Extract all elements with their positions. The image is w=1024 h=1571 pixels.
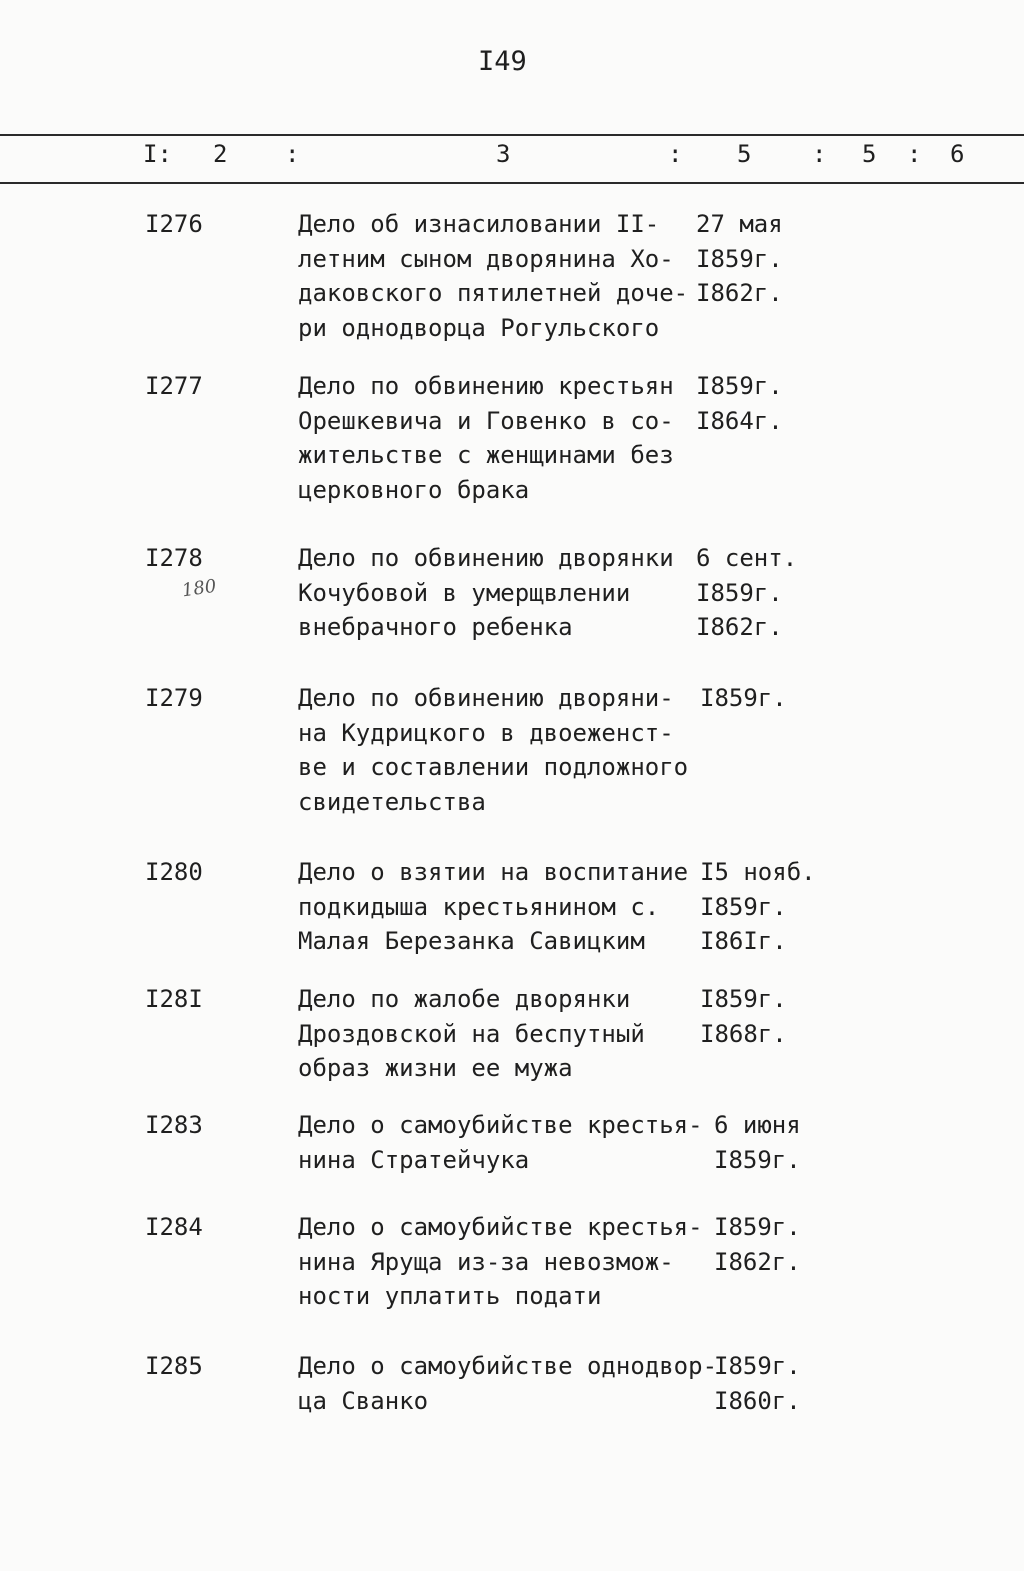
case-date-line: I859г. [700,684,787,712]
case-dates [714,1210,801,1279]
header-col-4: 5 [737,140,752,168]
case-title [298,1210,703,1314]
case-title [298,207,698,345]
case-title-line: образ жизни ее мужа [298,1054,573,1082]
case-title-line: нина Стратейчука [298,1145,530,1174]
case-date-line: I5 нояб. [700,858,816,886]
case-dates [696,541,797,645]
case-dates [700,855,816,959]
case-number: I285 [145,1352,203,1380]
case-number: I283 [145,1111,203,1139]
header-bottom-rule [0,182,1024,184]
case-date-line: I859г. [714,1213,801,1241]
case-date-line: 6 июня [714,1111,801,1139]
case-title-line: церковного брака [298,475,530,504]
case-date-line: I862г. [696,279,783,307]
case-dates [714,1349,801,1418]
case-title-line: подкидыша крестьянином с. [298,892,660,921]
header-col-2: 2 [213,140,228,168]
case-title-line: Дело о взятии на воспитание [298,858,689,886]
case-title [298,369,698,507]
header-top-rule [0,134,1024,136]
case-title-line: летним сыном дворянина Хо- [298,244,674,273]
case-date-line: I868г. [700,1019,787,1048]
case-number: I278 [145,544,203,572]
case-title-line: Дело о самоубийстве однодвор- [298,1352,718,1380]
case-number: I280 [145,858,203,886]
case-title [298,855,698,959]
case-dates [700,982,787,1051]
case-title-line: ри однодворца Рогульского [298,313,660,342]
case-date-line: I859г. [714,1145,801,1174]
header-col-6: 6 [950,140,965,168]
header-sep: : [285,140,300,168]
header-col-3: 3 [496,140,511,168]
case-title [298,1349,718,1418]
case-number: I284 [145,1213,203,1241]
case-title-line: ве и составлении подложного [298,753,689,781]
case-dates [696,369,783,438]
case-date-line: I859г. [696,372,783,400]
case-date-line: 27 мая [696,210,783,238]
case-dates [714,1108,801,1177]
case-title [298,1108,703,1177]
case-date-line: 6 сент. [696,544,798,572]
header-sep: : [812,140,827,168]
case-title-line: Орешкевича и Говенко в со- [298,406,674,435]
case-title [298,541,698,645]
case-date-line: I862г. [714,1247,801,1276]
case-number: I276 [145,210,203,238]
case-title-line: жительстве с женщинами без [298,441,674,469]
case-title-line: ца Сванко [298,1386,429,1415]
header-col-1: I: [143,140,172,168]
case-date-line: I859г. [696,578,783,607]
case-dates [696,207,783,311]
case-title-line: Дело по жалобе дворянки [298,985,631,1013]
case-title-line: внебрачного ребенка [298,613,573,641]
case-title-line: даковского пятилетней доче- [298,279,689,307]
case-title-line: нина Яруща из-за невозмож- [298,1247,674,1276]
header-sep: : [907,140,922,168]
header-sep: : [668,140,683,168]
case-title-line: Дело о самоубийстве крестья- [298,1213,703,1241]
case-title-line: Дело по обвинению дворяни- [298,684,674,712]
case-dates [700,681,787,716]
case-date-line: I864г. [696,406,783,435]
case-title-line: Малая Березанка Савицким [298,927,645,955]
header-col-5: 5 [862,140,877,168]
case-number: I277 [145,372,203,400]
case-title-line: Дело об изнасиловании II- [298,210,660,238]
case-title-line: Кочубовой в умерщвлении [298,578,631,607]
case-date-line: I860г. [714,1386,801,1415]
case-date-line: I86Iг. [700,927,787,955]
case-date-line: I859г. [696,244,783,273]
case-title [298,982,698,1086]
case-title-line: Дело по обвинению крестьян [298,372,674,400]
case-date-line: I862г. [696,613,783,641]
handwritten-annotation: 180 [180,575,218,602]
case-title [298,681,698,819]
case-number: I279 [145,684,203,712]
case-date-line: I859г. [700,892,787,921]
case-title-line: Дело о самоубийстве крестья- [298,1111,703,1139]
case-title-line: Дело по обвинению дворянки [298,544,674,572]
page-number: I49 [478,46,527,77]
case-number: I28I [145,985,203,1013]
case-title-line: на Кудрицкого в двоеженст- [298,718,674,747]
case-title-line: Дроздовской на беспутный [298,1019,645,1048]
case-title-line: свидетельства [298,787,486,816]
case-title-line: ности уплатить подати [298,1282,602,1310]
case-date-line: I859г. [714,1352,801,1380]
case-date-line: I859г. [700,985,787,1013]
